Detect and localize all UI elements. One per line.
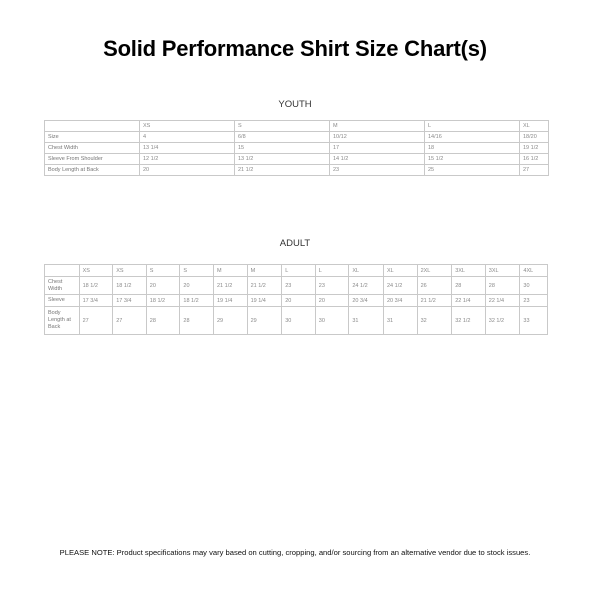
youth-section-title: YOUTH	[278, 99, 312, 110]
table-cell: 24 1/2	[349, 277, 384, 295]
row-label: Sleeve	[45, 295, 80, 307]
table-cell: 23	[520, 295, 548, 307]
table-cell: 20	[146, 277, 180, 295]
table-cell: 13 1/4	[140, 143, 235, 154]
adult-size-table	[44, 264, 548, 335]
table-cell: 18 1/2	[146, 295, 180, 307]
table-cell: 25	[425, 165, 520, 176]
table-cell: 18	[425, 143, 520, 154]
table-cell: 21 1/2	[213, 277, 247, 295]
youth-size-table	[44, 120, 549, 176]
table-cell: 24 1/2	[383, 277, 417, 295]
table-cell: 13 1/2	[235, 154, 330, 165]
column-header: 3XL	[485, 265, 520, 277]
table-cell: 18 1/2	[113, 277, 147, 295]
column-header: S	[146, 265, 180, 277]
table-cell: 32	[417, 307, 452, 335]
table-cell: 31	[383, 307, 417, 335]
table-cell: 28	[146, 307, 180, 335]
table-row	[45, 132, 549, 143]
table-cell: 30	[315, 307, 349, 335]
table-cell: 20 3/4	[383, 295, 417, 307]
table-cell: 19 1/2	[520, 143, 549, 154]
column-header: XS	[140, 121, 235, 132]
column-header: L	[282, 265, 316, 277]
table-cell: 28	[485, 277, 520, 295]
table-cell: 27	[113, 307, 147, 335]
row-label: Size	[45, 132, 140, 143]
table-cell: 19 1/4	[247, 295, 282, 307]
table-cell: 12 1/2	[140, 154, 235, 165]
table-cell: 23	[330, 165, 425, 176]
table-cell: 23	[315, 277, 349, 295]
table-cell: 30	[282, 307, 316, 335]
column-header: M	[330, 121, 425, 132]
table-cell: 29	[247, 307, 282, 335]
column-header: XS	[79, 265, 113, 277]
column-header: S	[235, 121, 330, 132]
table-cell: 27	[79, 307, 113, 335]
row-label: Chest Width	[45, 143, 140, 154]
table-cell: 4	[140, 132, 235, 143]
row-label: Chest Width	[45, 277, 80, 295]
table-row	[45, 277, 548, 295]
column-header: XL	[349, 265, 384, 277]
page-title: Solid Performance Shirt Size Chart(s)	[103, 36, 487, 61]
table-cell: 18 1/2	[180, 295, 214, 307]
column-header: 2XL	[417, 265, 452, 277]
column-header: S	[180, 265, 214, 277]
table-cell: 15 1/2	[425, 154, 520, 165]
table-cell: 20	[180, 277, 214, 295]
table-corner-cell	[45, 265, 80, 277]
table-cell: 30	[520, 277, 548, 295]
column-header: XS	[113, 265, 147, 277]
table-cell: 16 1/2	[520, 154, 549, 165]
adult-section-title: ADULT	[279, 238, 311, 249]
table-row	[45, 307, 548, 335]
column-header: 4XL	[520, 265, 548, 277]
table-cell: 18 1/2	[79, 277, 113, 295]
table-cell: 14 1/2	[330, 154, 425, 165]
column-header: M	[213, 265, 247, 277]
table-row	[45, 154, 549, 165]
table-cell: 33	[520, 307, 548, 335]
table-cell: 28	[452, 277, 486, 295]
table-cell: 22 1/4	[452, 295, 486, 307]
column-header: XL	[383, 265, 417, 277]
table-cell: 20 3/4	[349, 295, 384, 307]
table-header-row	[45, 265, 548, 277]
disclaimer-note: PLEASE NOTE: Product specifications may vary based on cutting, cropping, and/or sourcing from an alternative vendor due to stock issues.	[59, 548, 531, 557]
column-header: M	[247, 265, 282, 277]
table-cell: 32 1/2	[485, 307, 520, 335]
row-label: Body Length at Back	[45, 307, 80, 335]
table-cell: 18/20	[520, 132, 549, 143]
table-cell: 19 1/4	[213, 295, 247, 307]
row-label: Body Length at Back	[45, 165, 140, 176]
table-corner-cell	[45, 121, 140, 132]
table-row	[45, 165, 549, 176]
table-cell: 17 3/4	[113, 295, 147, 307]
table-cell: 14/16	[425, 132, 520, 143]
table-cell: 32 1/2	[452, 307, 486, 335]
table-cell: 28	[180, 307, 214, 335]
column-header: L	[315, 265, 349, 277]
table-cell: 20	[315, 295, 349, 307]
table-cell: 29	[213, 307, 247, 335]
table-cell: 6/8	[235, 132, 330, 143]
column-header: XL	[520, 121, 549, 132]
table-cell: 22 1/4	[485, 295, 520, 307]
table-cell: 31	[349, 307, 384, 335]
table-cell: 21 1/2	[247, 277, 282, 295]
table-header-row	[45, 121, 549, 132]
table-row	[45, 295, 548, 307]
table-cell: 17	[330, 143, 425, 154]
table-cell: 20	[140, 165, 235, 176]
table-cell: 27	[520, 165, 549, 176]
column-header: L	[425, 121, 520, 132]
table-cell: 20	[282, 295, 316, 307]
column-header: 3XL	[452, 265, 486, 277]
table-cell: 15	[235, 143, 330, 154]
table-cell: 17 3/4	[79, 295, 113, 307]
table-cell: 23	[282, 277, 316, 295]
table-cell: 21 1/2	[417, 295, 452, 307]
table-cell: 26	[417, 277, 452, 295]
table-row	[45, 143, 549, 154]
table-cell: 21 1/2	[235, 165, 330, 176]
row-label: Sleeve From Shoulder	[45, 154, 140, 165]
table-cell: 10/12	[330, 132, 425, 143]
